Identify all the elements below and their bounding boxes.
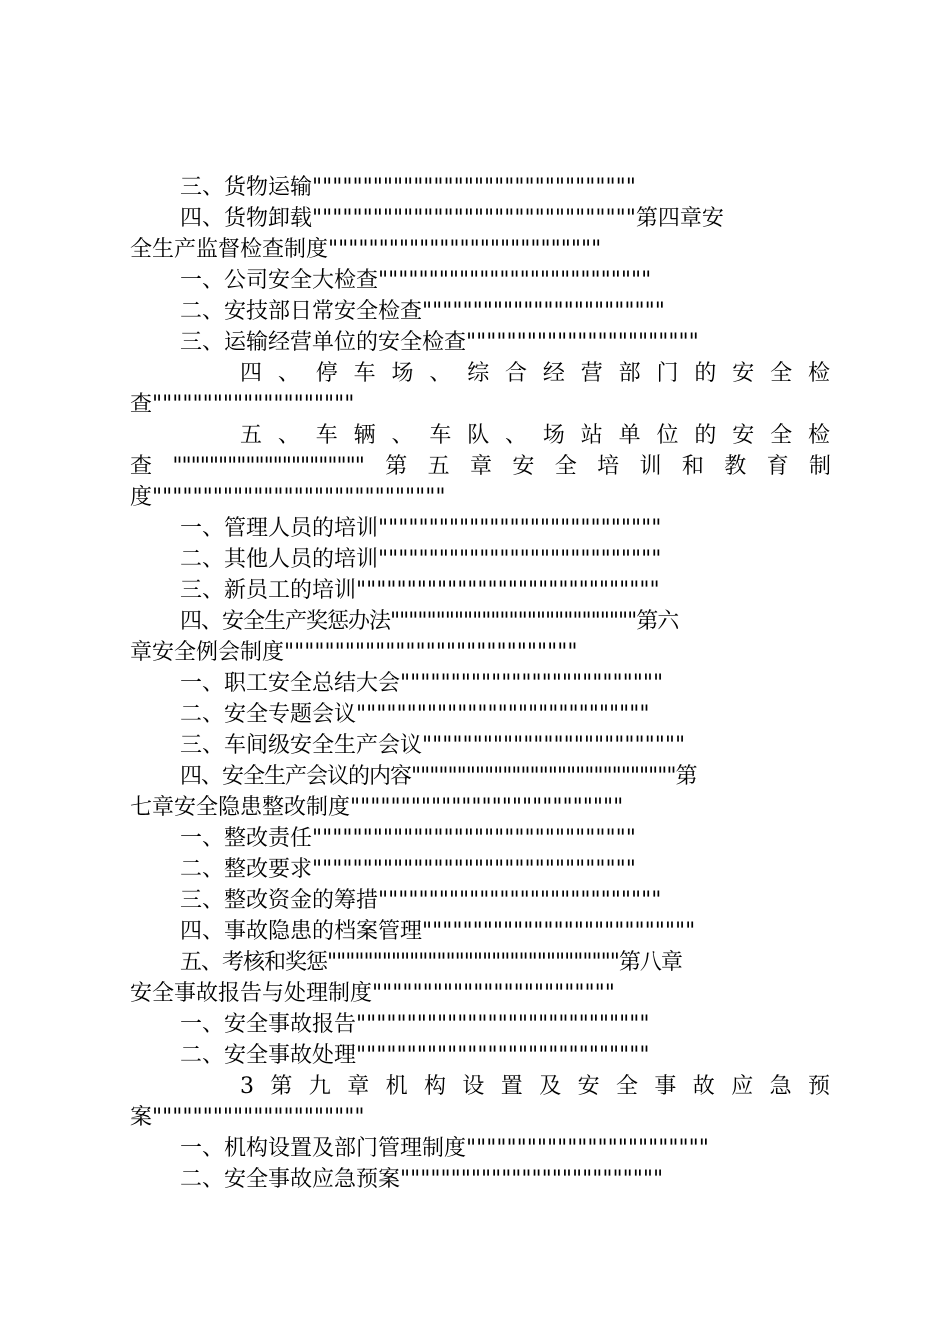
table-of-contents xyxy=(130,172,830,1195)
toc-line: 四、货物卸载""""""""""""""""""""""""""""""""第四章安 xyxy=(180,206,724,231)
toc-line: 七章安全隐患整改制度""""""""""""""""""""""""""" xyxy=(130,795,624,820)
toc-line: 全生产监督检查制度""""""""""""""""""""""""""" xyxy=(130,237,602,262)
toc-line: 三、运输经营单位的安全检查""""""""""""""""""""""" xyxy=(180,330,699,355)
toc-line: 四、安全生产会议的内容"""""""""""""""""""""""""""""第 xyxy=(180,764,697,789)
toc-line: 二、安全专题会议""""""""""""""""""""""""""""" xyxy=(180,702,650,727)
toc-line: 二、整改要求"""""""""""""""""""""""""""""""" xyxy=(180,857,636,882)
toc-line: 一、职工安全总结大会"""""""""""""""""""""""""" xyxy=(180,671,664,696)
toc-line: 三、整改资金的筹措"""""""""""""""""""""""""""" xyxy=(180,888,662,913)
toc-line: 度""""""""""""""""""""""""""""" xyxy=(130,485,446,510)
toc-line: 3第九章机构设置及安全事故应急预 xyxy=(240,1074,830,1099)
toc-line: 章安全例会制度""""""""""""""""""""""""""""" xyxy=(130,640,578,665)
toc-line: 案""""""""""""""""""""" xyxy=(130,1105,365,1130)
toc-line: 一、整改责任"""""""""""""""""""""""""""""""" xyxy=(180,826,636,851)
toc-line: 一、管理人员的培训"""""""""""""""""""""""""""" xyxy=(180,516,662,541)
toc-line: 三、新员工的培训"""""""""""""""""""""""""""""" xyxy=(180,578,660,603)
toc-line: 一、安全事故报告""""""""""""""""""""""""""""" xyxy=(180,1012,650,1037)
toc-line: 二、安技部日常安全检查"""""""""""""""""""""""" xyxy=(180,299,665,324)
toc-line: 四、停车场、综合经营部门的安全检 xyxy=(240,361,830,386)
toc-line: 四、安全生产奖惩办法"""""""""""""""""""""""""""第六 xyxy=(180,609,679,634)
toc-line: 四、事故隐患的档案管理""""""""""""""""""""""""""" xyxy=(180,919,696,944)
toc-line: 二、其他人员的培训"""""""""""""""""""""""""""" xyxy=(180,547,662,572)
toc-line: 查"""""""""""""""""""" xyxy=(130,392,355,417)
toc-line: 五、考核和奖惩""""""""""""""""""""""""""""""""第八章 xyxy=(180,950,682,975)
toc-line: 安全事故报告与处理制度"""""""""""""""""""""""" xyxy=(130,981,615,1006)
toc-line: 二、安全事故处理""""""""""""""""""""""""""""" xyxy=(180,1043,650,1068)
toc-line: 一、机构设置及部门管理制度"""""""""""""""""""""""" xyxy=(180,1136,709,1161)
toc-line: 三、车间级安全生产会议"""""""""""""""""""""""""" xyxy=(180,733,686,758)
toc-line: 三、货物运输"""""""""""""""""""""""""""""""" xyxy=(180,175,636,200)
toc-line: 二、安全事故应急预案"""""""""""""""""""""""""" xyxy=(180,1167,664,1192)
toc-line: 查"""""""""""""""""""""第五章安全培训和教育制 xyxy=(130,454,830,479)
toc-line: 五、车辆、车队、场站单位的安全检 xyxy=(240,423,830,448)
toc-line: 一、公司安全大检查""""""""""""""""""""""""""" xyxy=(180,268,652,293)
